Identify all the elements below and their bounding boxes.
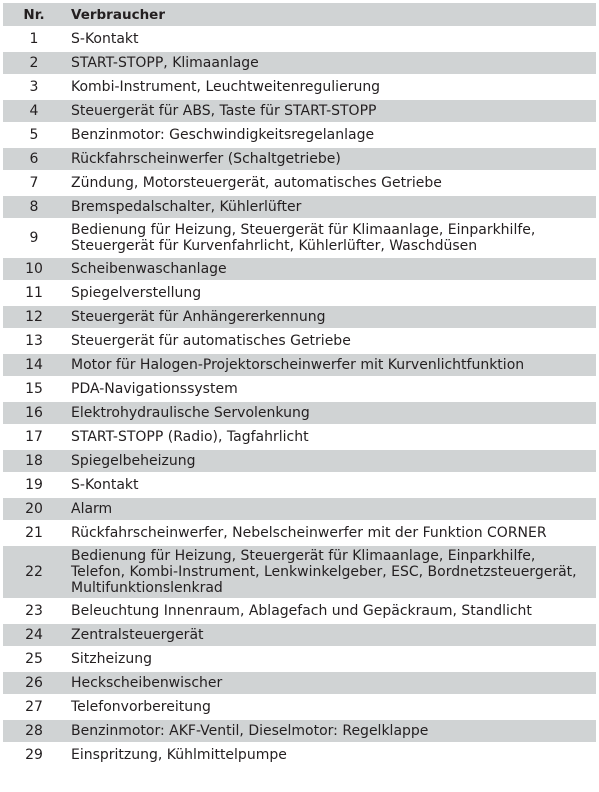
row-verbraucher: Einspritzung, Kühlmittelpumpe (65, 743, 596, 767)
table-row (3, 377, 596, 401)
table-row (3, 123, 596, 147)
table-row (3, 51, 596, 75)
table-row (3, 281, 596, 305)
row-verbraucher: S-Kontakt (65, 473, 596, 497)
row-verbraucher: Heckscheibenwischer (65, 671, 596, 695)
row-verbraucher: START-STOPP, Klimaanlage (65, 51, 596, 75)
row-verbraucher: Zentralsteuergerät (65, 623, 596, 647)
row-nr: 28 (3, 719, 65, 743)
row-verbraucher: Beleuchtung Innenraum, Ablagefach und Gepäckraum, Standlicht (65, 599, 596, 623)
row-nr: 12 (3, 305, 65, 329)
row-nr: 29 (3, 743, 65, 767)
table-row (3, 257, 596, 281)
row-verbraucher: Bedienung für Heizung, Steuergerät für Klimaanlage, Einparkhilfe, Steuergerät für Kurvenfahrlicht, Kühlerlüfter, Waschdüsen (65, 219, 596, 257)
row-nr: 16 (3, 401, 65, 425)
table-row (3, 545, 596, 599)
table-row (3, 147, 596, 171)
row-nr: 11 (3, 281, 65, 305)
table-row (3, 599, 596, 623)
row-verbraucher: Benzinmotor: Geschwindigkeitsregelanlage (65, 123, 596, 147)
row-nr: 5 (3, 123, 65, 147)
row-verbraucher: Spiegelverstellung (65, 281, 596, 305)
row-nr: 8 (3, 195, 65, 219)
row-verbraucher: Steuergerät für Anhängererkennung (65, 305, 596, 329)
table-row (3, 353, 596, 377)
table-row (3, 623, 596, 647)
row-verbraucher: Spiegelbeheizung (65, 449, 596, 473)
table-row (3, 521, 596, 545)
row-nr: 2 (3, 51, 65, 75)
row-nr: 20 (3, 497, 65, 521)
row-nr: 13 (3, 329, 65, 353)
row-verbraucher: Alarm (65, 497, 596, 521)
row-nr: 23 (3, 599, 65, 623)
fuse-table (3, 3, 596, 768)
row-nr: 7 (3, 171, 65, 195)
row-nr: 1 (3, 27, 65, 51)
row-verbraucher: Telefonvorbereitung (65, 695, 596, 719)
table-row (3, 497, 596, 521)
table-row (3, 719, 596, 743)
table-row (3, 425, 596, 449)
row-nr: 24 (3, 623, 65, 647)
row-nr: 26 (3, 671, 65, 695)
header-verbraucher: Verbraucher (65, 3, 596, 27)
table-row (3, 695, 596, 719)
table-row (3, 401, 596, 425)
row-nr: 19 (3, 473, 65, 497)
row-verbraucher: Steuergerät für automatisches Getriebe (65, 329, 596, 353)
table-row (3, 305, 596, 329)
table-row (3, 473, 596, 497)
row-nr: 3 (3, 75, 65, 99)
row-nr: 6 (3, 147, 65, 171)
row-verbraucher: Zündung, Motorsteuergerät, automatisches Getriebe (65, 171, 596, 195)
row-verbraucher: Sitzheizung (65, 647, 596, 671)
table-row (3, 219, 596, 257)
table-row (3, 329, 596, 353)
row-nr: 25 (3, 647, 65, 671)
row-nr: 9 (3, 219, 65, 257)
row-verbraucher: Bedienung für Heizung, Steuergerät für Klimaanlage, Einparkhilfe, Telefon, Kombi-Instrument, Lenkwinkelgeber, ESC, Bordnetzsteuergerät, Multifunktionslenkrad (65, 545, 596, 599)
row-nr: 10 (3, 257, 65, 281)
row-verbraucher: Bremspedalschalter, Kühlerlüfter (65, 195, 596, 219)
row-nr: 27 (3, 695, 65, 719)
header-nr: Nr. (3, 3, 65, 27)
row-nr: 21 (3, 521, 65, 545)
row-verbraucher: START-STOPP (Radio), Tagfahrlicht (65, 425, 596, 449)
table-row (3, 171, 596, 195)
table-row (3, 449, 596, 473)
row-verbraucher: PDA-Navigationssystem (65, 377, 596, 401)
row-verbraucher: Steuergerät für ABS, Taste für START-STOPP (65, 99, 596, 123)
table-row (3, 75, 596, 99)
table-row (3, 99, 596, 123)
table-row (3, 671, 596, 695)
row-verbraucher: Benzinmotor: AKF-Ventil, Dieselmotor: Regelklappe (65, 719, 596, 743)
row-nr: 4 (3, 99, 65, 123)
table-row (3, 27, 596, 51)
row-nr: 22 (3, 545, 65, 599)
row-verbraucher: S-Kontakt (65, 27, 596, 51)
row-nr: 14 (3, 353, 65, 377)
table-row (3, 743, 596, 767)
row-nr: 17 (3, 425, 65, 449)
row-nr: 15 (3, 377, 65, 401)
row-verbraucher: Kombi-Instrument, Leuchtweitenregulierung (65, 75, 596, 99)
row-verbraucher: Rückfahrscheinwerfer (Schaltgetriebe) (65, 147, 596, 171)
row-verbraucher: Scheibenwaschanlage (65, 257, 596, 281)
row-verbraucher: Motor für Halogen-Projektorscheinwerfer mit Kurvenlichtfunktion (65, 353, 596, 377)
table-row (3, 647, 596, 671)
row-verbraucher: Rückfahrscheinwerfer, Nebelscheinwerfer mit der Funktion CORNER (65, 521, 596, 545)
table-header-row (3, 3, 596, 27)
row-nr: 18 (3, 449, 65, 473)
table-row (3, 195, 596, 219)
row-verbraucher: Elektrohydraulische Servolenkung (65, 401, 596, 425)
